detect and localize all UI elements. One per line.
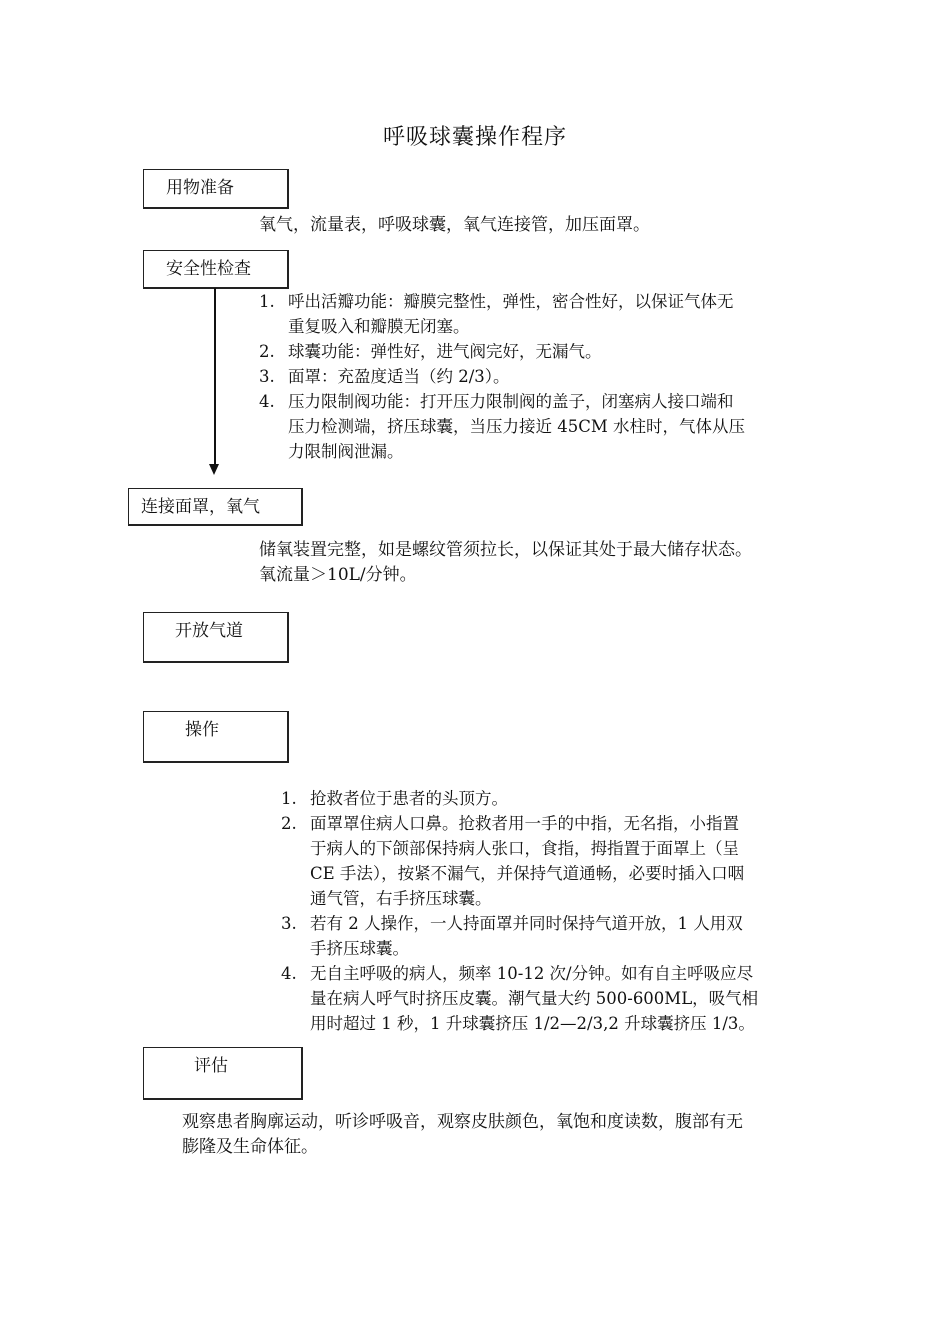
- step-label-connect: 连接面罩，氧气: [141, 497, 260, 517]
- flow-arrow-line: [214, 288, 216, 464]
- list-item-line: 手挤压球囊。: [310, 939, 409, 958]
- step-label-assess: 评估: [194, 1056, 228, 1076]
- list-item-number: 3.: [259, 367, 275, 386]
- safety-check-list: [259, 289, 819, 464]
- list-item-line: 若有 2 人操作，一人持面罩并同时保持气道开放，1 人用双: [310, 914, 743, 933]
- list-item-line: 无自主呼吸的病人，频率 10-12 次/分钟。如有自主呼吸应尽: [310, 964, 754, 983]
- list-item-number: 2.: [259, 342, 275, 361]
- connect-text-line: 储氧装置完整，如是螺纹管须拉长，以保证其处于最大储存状态。: [259, 540, 752, 560]
- list-item: [281, 911, 821, 961]
- assess-text-line: 膨隆及生命体征。: [182, 1137, 318, 1157]
- list-item-line: 用时超过 1 秒，1 升球囊挤压 1/2—2/3,2 升球囊挤压 1/3。: [310, 1014, 755, 1033]
- list-item: [281, 961, 821, 1036]
- step-box-safety: [143, 250, 289, 289]
- list-item-line: 面罩罩住病人口鼻。抢救者用一手的中指，无名指，小指置: [310, 814, 739, 833]
- list-item-number: 3.: [281, 914, 297, 933]
- step-label-operate: 操作: [185, 720, 219, 740]
- list-item-line: 量在病人呼气时挤压皮囊。潮气量大约 500-600ML，吸气相: [310, 989, 759, 1008]
- list-item-line: 抢救者位于患者的头顶方。: [310, 789, 508, 808]
- prep-text: 氧气，流量表，呼吸球囊，氧气连接管，加压面罩。: [259, 215, 650, 235]
- list-item-line: 重复吸入和瓣膜无闭塞。: [288, 317, 470, 336]
- step-label-airway: 开放气道: [175, 621, 243, 641]
- step-box-airway: [143, 612, 289, 663]
- list-item: [259, 389, 819, 464]
- step-label-safety: 安全性检查: [166, 259, 251, 279]
- step-box-assess: [143, 1047, 303, 1100]
- list-item-line: 面罩：充盈度适当（约 2/3）。: [288, 367, 510, 386]
- list-item-number: 4.: [281, 964, 297, 983]
- list-item-number: 1.: [281, 789, 297, 808]
- operation-list: [281, 786, 821, 1036]
- list-item-line: 压力限制阀功能：打开压力限制阀的盖子，闭塞病人接口端和: [288, 392, 734, 411]
- step-label-prep: 用物准备: [166, 178, 234, 198]
- list-item-number: 4.: [259, 392, 275, 411]
- list-item-number: 2.: [281, 814, 297, 833]
- list-item: [281, 811, 821, 911]
- list-item-line: CE 手法），按紧不漏气，并保持气道通畅，必要时插入口咽: [310, 864, 745, 883]
- list-item-line: 压力检测端，挤压球囊，当压力接近 45CM 水柱时，气体从压: [288, 417, 746, 436]
- list-item-line: 呼出活瓣功能：瓣膜完整性，弹性，密合性好，以保证气体无: [288, 292, 734, 311]
- list-item-line: 力限制阀泄漏。: [288, 442, 404, 461]
- step-box-operate: [143, 711, 289, 763]
- list-item-number: 1.: [259, 292, 275, 311]
- list-item-line: 球囊功能：弹性好，进气阀完好，无漏气。: [288, 342, 602, 361]
- list-item: [259, 339, 819, 364]
- list-item-line: 于病人的下颌部保持病人张口，食指，拇指置于面罩上（呈: [310, 839, 739, 858]
- list-item-line: 通气管，右手挤压球囊。: [310, 889, 492, 908]
- list-item: [259, 364, 819, 389]
- page-title: 呼吸球囊操作程序: [382, 125, 567, 150]
- list-item: [281, 786, 821, 811]
- connect-text-line: 氧流量＞10L/分钟。: [259, 565, 417, 585]
- list-item: [259, 289, 819, 339]
- step-box-prep: [143, 169, 289, 209]
- step-box-connect: [128, 488, 303, 526]
- flow-arrow-head: [209, 464, 219, 475]
- assess-text-line: 观察患者胸廓运动，听诊呼吸音，观察皮肤颜色，氧饱和度读数，腹部有无: [182, 1112, 743, 1132]
